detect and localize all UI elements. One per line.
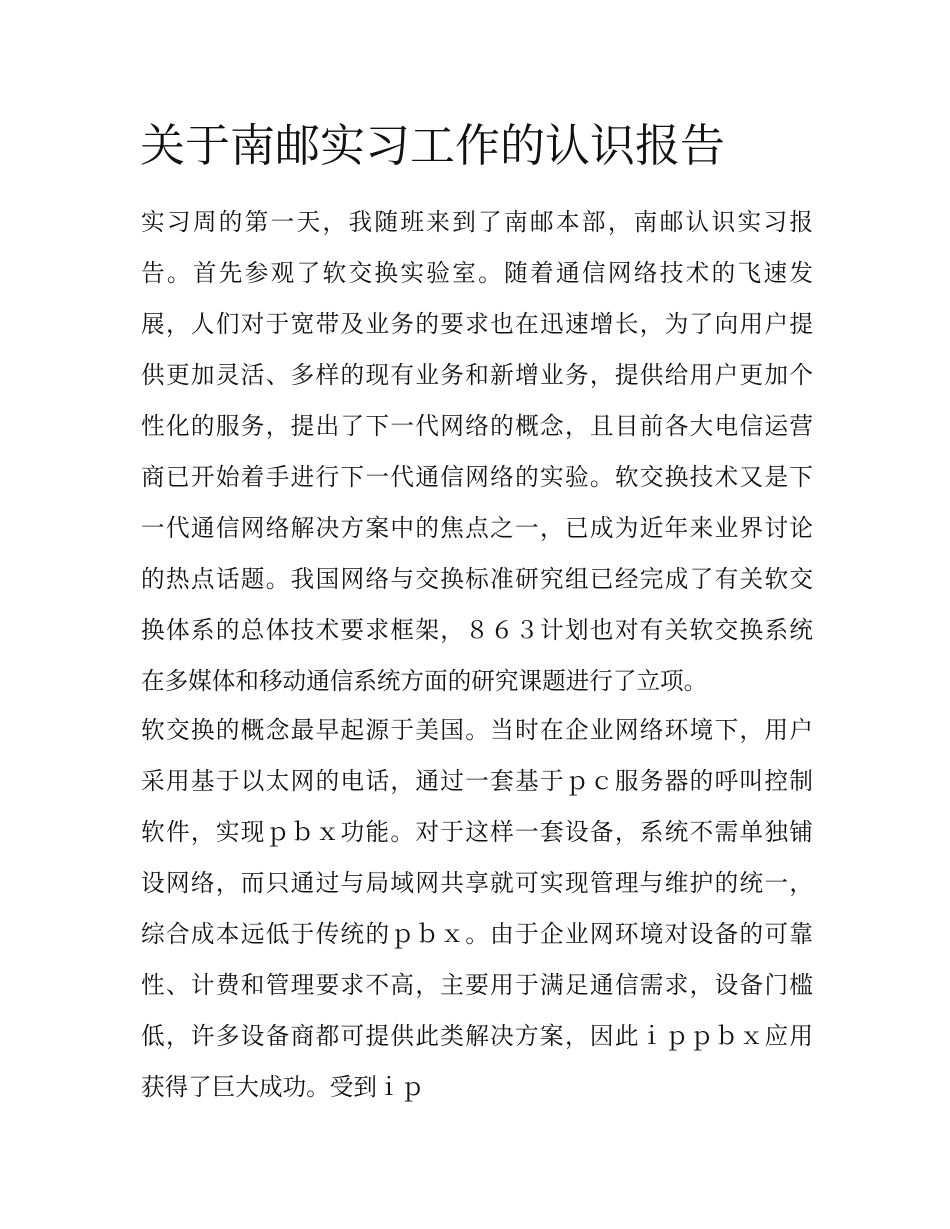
paragraph-line: 换体系的总体技术要求框架，８６３计划也对有关软交换系统 <box>141 616 813 644</box>
paragraph-line: 供更加灵活、多样的现有业务和新增业务，提供给用户更加个 <box>141 361 813 389</box>
paragraph-line: 的热点话题。我国网络与交换标准研究组已经完成了有关软交 <box>141 565 813 593</box>
paragraph-1 <box>141 197 813 707</box>
paragraph-line: 告。首先参观了软交换实验室。随着通信网络技术的飞速发 <box>141 259 813 287</box>
paragraph-line: 在多媒体和移动通信系统方面的研究课题进行了立项。 <box>141 667 708 695</box>
paragraph-line: 性化的服务，提出了下一代网络的概念，且目前各大电信运营 <box>141 412 813 440</box>
document-title: 关于南邮实习工作的认识报告 <box>140 119 726 172</box>
paragraph-line: 软件，实现ｐｂｘ功能。对于这样一套设备，系统不需单独铺 <box>141 818 813 846</box>
paragraph-line: 采用基于以太网的电话，通过一套基于ｐｃ服务器的呼叫控制 <box>141 767 813 795</box>
paragraph-line: 获得了巨大成功。受到ｉｐ <box>141 1073 425 1101</box>
paragraph-line: 设网络，而只通过与局域网共享就可实现管理与维护的统一， <box>141 869 813 897</box>
paragraph-line: 实习周的第一天，我随班来到了南邮本部，南邮认识实习报 <box>141 208 813 236</box>
paragraph-line: 商已开始着手进行下一代通信网络的实验。软交换技术又是下 <box>141 463 813 491</box>
paragraph-line: 软交换的概念最早起源于美国。当时在企业网络环境下，用户 <box>141 716 813 744</box>
paragraph-line: 低，许多设备商都可提供此类解决方案，因此ｉｐｐｂｘ应用 <box>141 1022 813 1050</box>
paragraph-line: 一代通信网络解决方案中的焦点之一，已成为近年来业界讨论 <box>141 514 813 542</box>
paragraph-line: 综合成本远低于传统的ｐｂｘ。由于企业网环境对设备的可靠 <box>141 920 813 948</box>
paragraph-line: 展，人们对于宽带及业务的要求也在迅速增长，为了向用户提 <box>141 310 813 338</box>
paragraph-line: 性、计费和管理要求不高，主要用于满足通信需求，设备门槛 <box>141 971 813 999</box>
paragraph-2 <box>141 705 813 1113</box>
